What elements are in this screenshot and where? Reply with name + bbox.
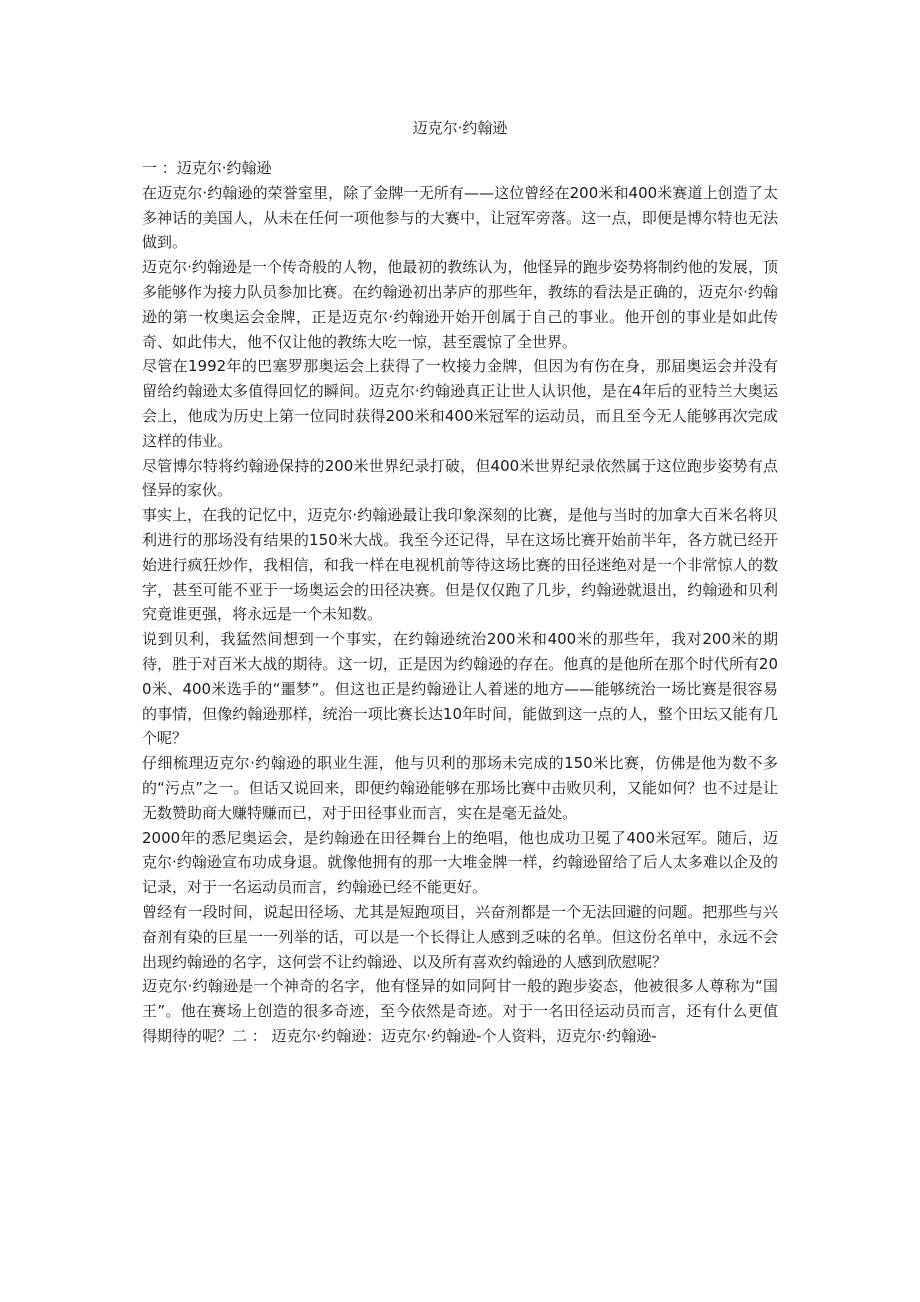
document-body [142, 156, 778, 1049]
paragraph-7: 仔细梳理迈克尔·约翰逊的职业生涯，他与贝利的那场未完成的150米比赛，仿佛是他为数不多的“污点”之一。但话又说回来，即便约翰逊能够在那场比赛中击败贝利，又能如何？也不过是让无数赞助商大赚特赚而已，对于田径事业而言，实在是毫无益处。 [142, 754, 778, 822]
paragraph-3: 尽管在1992年的巴塞罗那奥运会上获得了一枚接力金牌，但因为有伤在身，那届奥运会并没有留给约翰逊太多值得回忆的瞬间。迈克尔·约翰逊真正让世人认识他，是在4年后的亚特兰大奥运会上，他成为历史上第一位同时获得200米和400米冠军的运动员，而且至今无人能够再次完成这样的伟业。 [142, 357, 778, 450]
paragraph-1: 在迈克尔·约翰逊的荣誉室里，除了金牌一无所有——这位曾经在200米和400米赛道上创造了太多神话的美国人，从未在任何一项他参与的大赛中，让冠军旁落。这一点，即便是博尔特也无法做到。 [142, 183, 778, 252]
paragraph-6: 说到贝利，我猛然间想到一个事实，在约翰逊统治200米和400米的那些年，我对200米的期待，胜于对百米大战的期待。这一切，正是因为约翰逊的存在。他真的是他所在那个时代所有200米、400米选手的“噩梦”。但这也正是约翰逊让人着迷的地方——能够统治一场比赛是很容易的事情，但像约翰逊那样，统治一项比赛长达10年时间，能做到这一点的人，整个田坛又能有几个呢？ [142, 630, 778, 748]
section-heading: 一 ：迈克尔·约翰逊 [142, 159, 272, 177]
paragraph-8: 2000年的悉尼奥运会，是约翰逊在田径舞台上的绝唱，他也成功卫冕了400米冠军。随后，迈克尔·约翰逊宣布功成身退。就像他拥有的那一大堆金牌一样，约翰逊留给了后人太多难以企及的记录，对于一名运动员而言，约翰逊已经不能更好。 [142, 828, 778, 897]
paragraph-10: 迈克尔·约翰逊是一个神奇的名字，他有怪异的如同阿甘一般的跑步姿态，他被很多人尊称为“国王”。他在赛场上创造的很多奇迹，至今依然是奇迹。对于一名田径运动员而言，还有什么更值得期待的呢？二 ： 迈克尔·约翰逊：迈克尔·约翰逊-个人资料，迈克尔·约翰逊- [142, 977, 778, 1045]
paragraph-2: 迈克尔·约翰逊是一个传奇般的人物，他最初的教练认为，他怪异的跑步姿势将制约他的发展，顶多能够作为接力队员参加比赛。在约翰逊初出茅庐的那些年，教练的看法是正确的，迈克尔·约翰逊的第一枚奥运会金牌，正是迈克尔·约翰逊开始开创属于自己的事业。他开创的事业是如此传奇、如此伟大，他不仅让他的教练大吃一惊，甚至震惊了全世界。 [142, 258, 778, 351]
paragraph-4: 尽管博尔特将约翰逊保持的200米世界纪录打破，但400米世界纪录依然属于这位跑步姿势有点怪异的家伙。 [142, 456, 778, 500]
document-title: 迈克尔·约翰逊 [412, 119, 508, 137]
paragraph-9: 曾经有一段时间，说起田径场、尤其是短跑项目，兴奋剂都是一个无法回避的问题。把那些与兴奋剂有染的巨星一一列举的话，可以是一个长得让人感到乏味的名单。但这份名单中，永远不会出现约翰逊的名字，这何尝不让约翰逊、以及所有喜欢约翰逊的人感到欣慰呢？ [142, 902, 778, 971]
paragraph-5: 事实上，在我的记忆中，迈克尔·约翰逊最让我印象深刻的比赛，是他与当时的加拿大百米名将贝利进行的那场没有结果的150米大战。我至今还记得，早在这场比赛开始前半年，各方就已经开始进行疯狂炒作，我相信，和我一样在电视机前等待这场比赛的田径迷绝对是一个非常惊人的数字，甚至可能不亚于一场奥运会的田径决赛。但是仅仅跑了几步，约翰逊就退出，约翰逊和贝利究竟谁更强，将永远是一个未知数。 [142, 506, 778, 624]
